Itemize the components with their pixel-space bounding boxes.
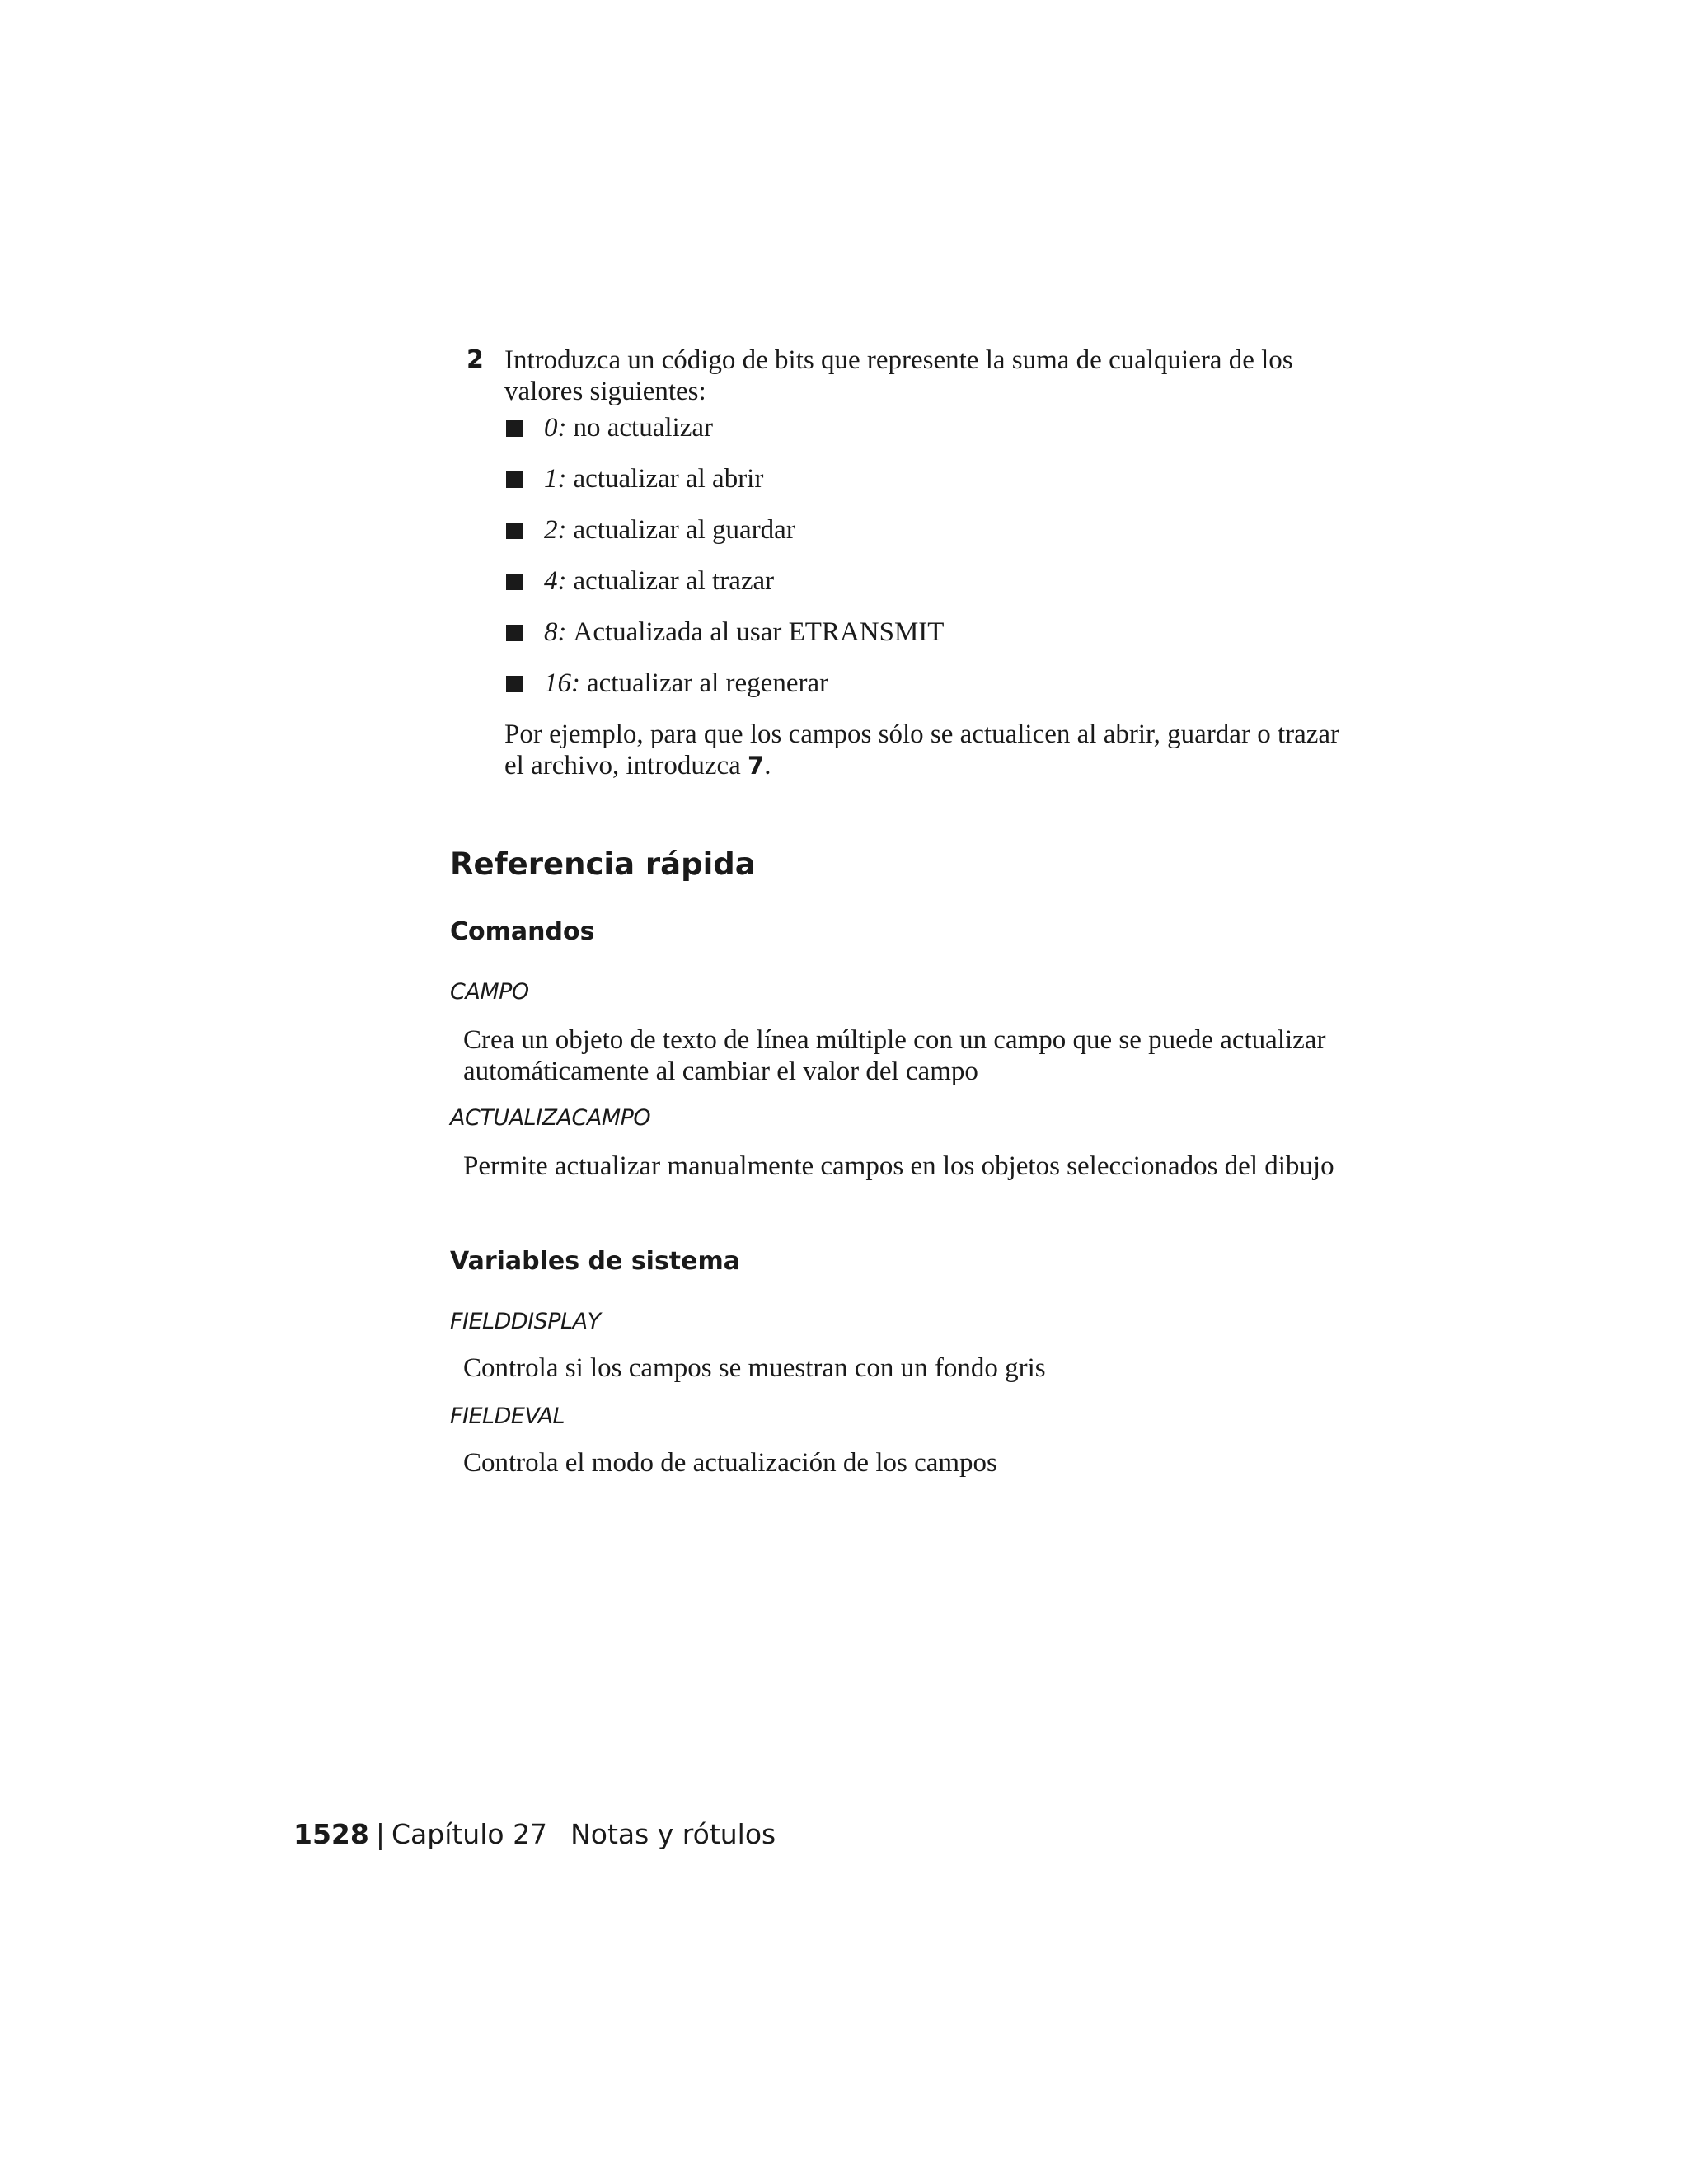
step-instruction: Introduzca un código de bits que represente la suma de cualquiera de los valores siguientes:	[504, 345, 1293, 406]
page-footer	[293, 1816, 776, 1853]
option-text: Actualizada al usar ETRANSMIT	[573, 617, 945, 647]
command-description: Permite actualizar manualmente campos en los objetos seleccionados del dibujo	[463, 1151, 1334, 1181]
step-number: 2	[467, 345, 484, 374]
option-value: 2:	[544, 515, 567, 545]
option-list	[504, 412, 1340, 699]
option-text: actualizar al regenerar	[587, 668, 829, 698]
option-value: 8:	[544, 617, 567, 647]
list-item	[504, 412, 1340, 443]
option-text: actualizar al abrir	[573, 464, 764, 494]
variables-heading: Variables de sistema	[450, 1247, 741, 1276]
example-text: Por ejemplo, para que los campos sólo se actualicen al abrir, guardar o trazar el archivo, introduzca	[504, 719, 1340, 780]
section-title: Referencia rápida	[450, 846, 756, 882]
list-item	[504, 514, 1340, 546]
command-name: CAMPO	[450, 979, 529, 1005]
example-value: 7	[748, 752, 765, 780]
square-bullet-icon	[506, 420, 523, 437]
page-number: 1528	[293, 1818, 369, 1850]
list-item	[504, 616, 1340, 648]
commands-heading: Comandos	[450, 917, 595, 946]
square-bullet-icon	[506, 625, 523, 641]
option-value: 1:	[544, 464, 567, 494]
square-bullet-icon	[506, 574, 523, 590]
list-item	[504, 463, 1340, 494]
footer-separator: |	[375, 1818, 385, 1850]
list-item	[504, 668, 1340, 699]
chapter-label: Capítulo 27	[391, 1818, 548, 1850]
variable-name: FIELDDISPLAY	[450, 1309, 601, 1334]
option-text: actualizar al trazar	[573, 566, 775, 596]
variable-description: Controla el modo de actualización de los campos	[463, 1448, 997, 1478]
square-bullet-icon	[506, 471, 523, 488]
example-end: .	[764, 751, 771, 780]
option-text: no actualizar	[573, 413, 713, 443]
option-value: 16:	[544, 668, 580, 698]
list-item	[504, 565, 1340, 597]
variable-description: Controla si los campos se muestran con un fondo gris	[463, 1353, 1046, 1383]
variable-name: FIELDEVAL	[450, 1404, 565, 1429]
square-bullet-icon	[506, 523, 523, 539]
option-text: actualizar al guardar	[573, 515, 795, 545]
command-description: Crea un objeto de texto de línea múltiple con un campo que se puede actualizar automáticamente al cambiar el valor del campo	[463, 1025, 1326, 1086]
option-value: 4:	[544, 566, 567, 596]
option-value: 0:	[544, 413, 567, 443]
square-bullet-icon	[506, 676, 523, 692]
example-paragraph	[504, 719, 1340, 781]
chapter-title: Notas y rótulos	[570, 1818, 776, 1850]
command-name: ACTUALIZACAMPO	[450, 1105, 651, 1131]
procedure-step	[467, 344, 1340, 781]
